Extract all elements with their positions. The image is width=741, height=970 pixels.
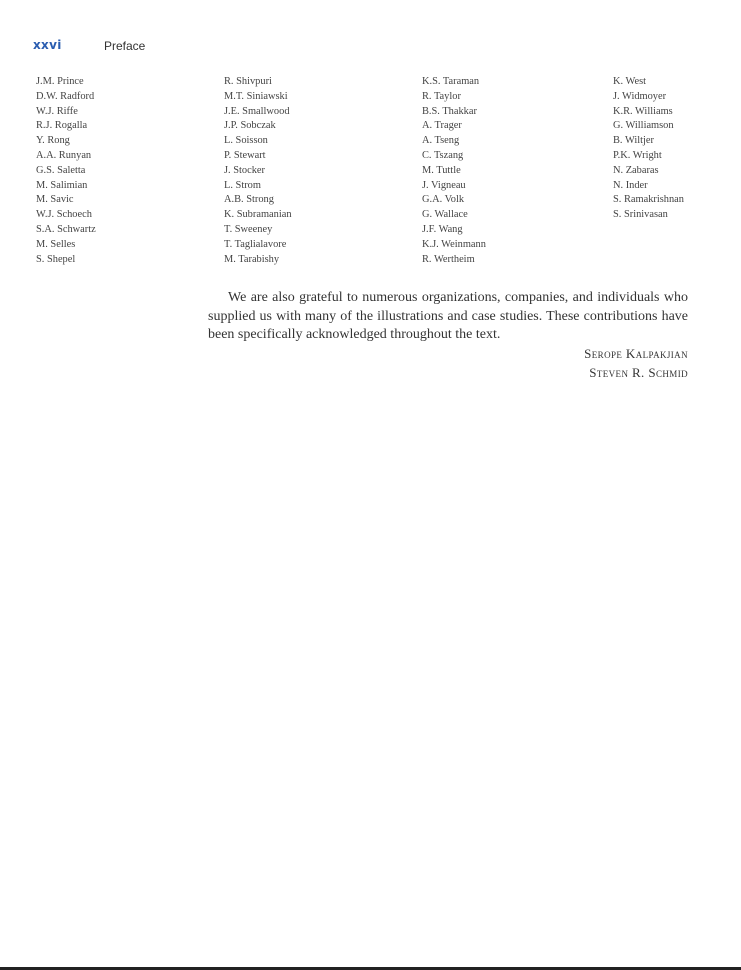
name-column-2 bbox=[224, 75, 292, 267]
acknowledged-name: K.J. Weinmann bbox=[422, 238, 486, 250]
acknowledged-name: J. Stocker bbox=[224, 164, 265, 176]
acknowledged-name: P.K. Wright bbox=[613, 149, 662, 161]
acknowledged-name: A.B. Strong bbox=[224, 194, 274, 206]
acknowledged-name: C. Tszang bbox=[422, 149, 464, 161]
acknowledged-name: J. Vigneau bbox=[422, 179, 466, 191]
acknowledged-name: B. Wiltjer bbox=[613, 135, 654, 147]
acknowledged-name: S. Shepel bbox=[36, 253, 76, 265]
acknowledged-name: D.W. Radford bbox=[36, 90, 95, 102]
acknowledged-name: L. Strom bbox=[224, 179, 261, 191]
signature-author-2: Steven R. Schmid bbox=[589, 365, 688, 380]
acknowledged-name: N. Zabaras bbox=[613, 164, 659, 176]
acknowledged-name: S. Ramakrishnan bbox=[613, 194, 684, 206]
acknowledged-name: L. Soisson bbox=[224, 135, 268, 147]
acknowledged-name: G. Wallace bbox=[422, 209, 468, 221]
acknowledged-name: S. Srinivasan bbox=[613, 209, 668, 221]
acknowledged-name: T. Sweeney bbox=[224, 223, 273, 235]
acknowledged-name: W.J. Riffe bbox=[36, 105, 78, 117]
acknowledged-name: P. Stewart bbox=[224, 149, 266, 161]
running-head: Preface bbox=[104, 39, 146, 53]
acknowledged-name: K. West bbox=[613, 76, 647, 87]
acknowledged-name: M. Salimian bbox=[36, 179, 88, 191]
acknowledged-name: A.A. Runyan bbox=[36, 149, 92, 161]
acknowledged-name: T. Taglialavore bbox=[224, 238, 287, 250]
acknowledged-name: N. Inder bbox=[613, 179, 648, 191]
acknowledged-name: J. Widmoyer bbox=[613, 90, 667, 102]
page-number: xxvi bbox=[33, 38, 62, 52]
name-column-3 bbox=[422, 75, 486, 267]
acknowledged-name: M. Tuttle bbox=[422, 164, 461, 176]
acknowledged-name: K.S. Taraman bbox=[422, 76, 480, 87]
acknowledged-name: K.R. Williams bbox=[613, 105, 673, 117]
name-column-4 bbox=[613, 75, 684, 223]
acknowledged-name: K. Subramanian bbox=[224, 209, 292, 221]
acknowledged-name: J.P. Sobczak bbox=[224, 120, 276, 132]
acknowledged-name: R. Shivpuri bbox=[224, 76, 272, 87]
acknowledged-name: M. Tarabishy bbox=[224, 253, 280, 265]
closing-paragraph: We are also grateful to numerous organizations, companies, and individuals who supplied us with many of the illustrations and case studies. These contributions have been specifically acknowledged throughout the text. bbox=[208, 290, 688, 342]
acknowledged-name: Y. Rong bbox=[36, 135, 70, 147]
acknowledged-name: M.T. Siniawski bbox=[224, 90, 288, 102]
acknowledged-name: R. Wertheim bbox=[422, 253, 475, 265]
acknowledged-name: G.S. Saletta bbox=[36, 164, 86, 176]
acknowledged-name: J.E. Smallwood bbox=[224, 105, 290, 117]
acknowledged-name: S.A. Schwartz bbox=[36, 223, 96, 235]
acknowledged-name: R.J. Rogalla bbox=[36, 120, 88, 132]
acknowledged-name: G.A. Volk bbox=[422, 194, 465, 206]
acknowledged-name: R. Taylor bbox=[422, 90, 461, 102]
name-column-1 bbox=[36, 75, 96, 267]
acknowledged-name: M. Selles bbox=[36, 238, 76, 250]
acknowledged-name: A. Trager bbox=[422, 120, 462, 132]
acknowledged-name: M. Savic bbox=[36, 194, 74, 206]
acknowledged-name: W.J. Schoech bbox=[36, 209, 92, 221]
acknowledged-name: B.S. Thakkar bbox=[422, 105, 477, 117]
signature-author-1: Serope Kalpakjian bbox=[584, 346, 688, 361]
acknowledged-name: G. Williamson bbox=[613, 120, 674, 132]
acknowledged-name: A. Tseng bbox=[422, 135, 460, 147]
acknowledged-name: J.F. Wang bbox=[422, 223, 463, 235]
acknowledged-name: J.M. Prince bbox=[36, 76, 84, 87]
